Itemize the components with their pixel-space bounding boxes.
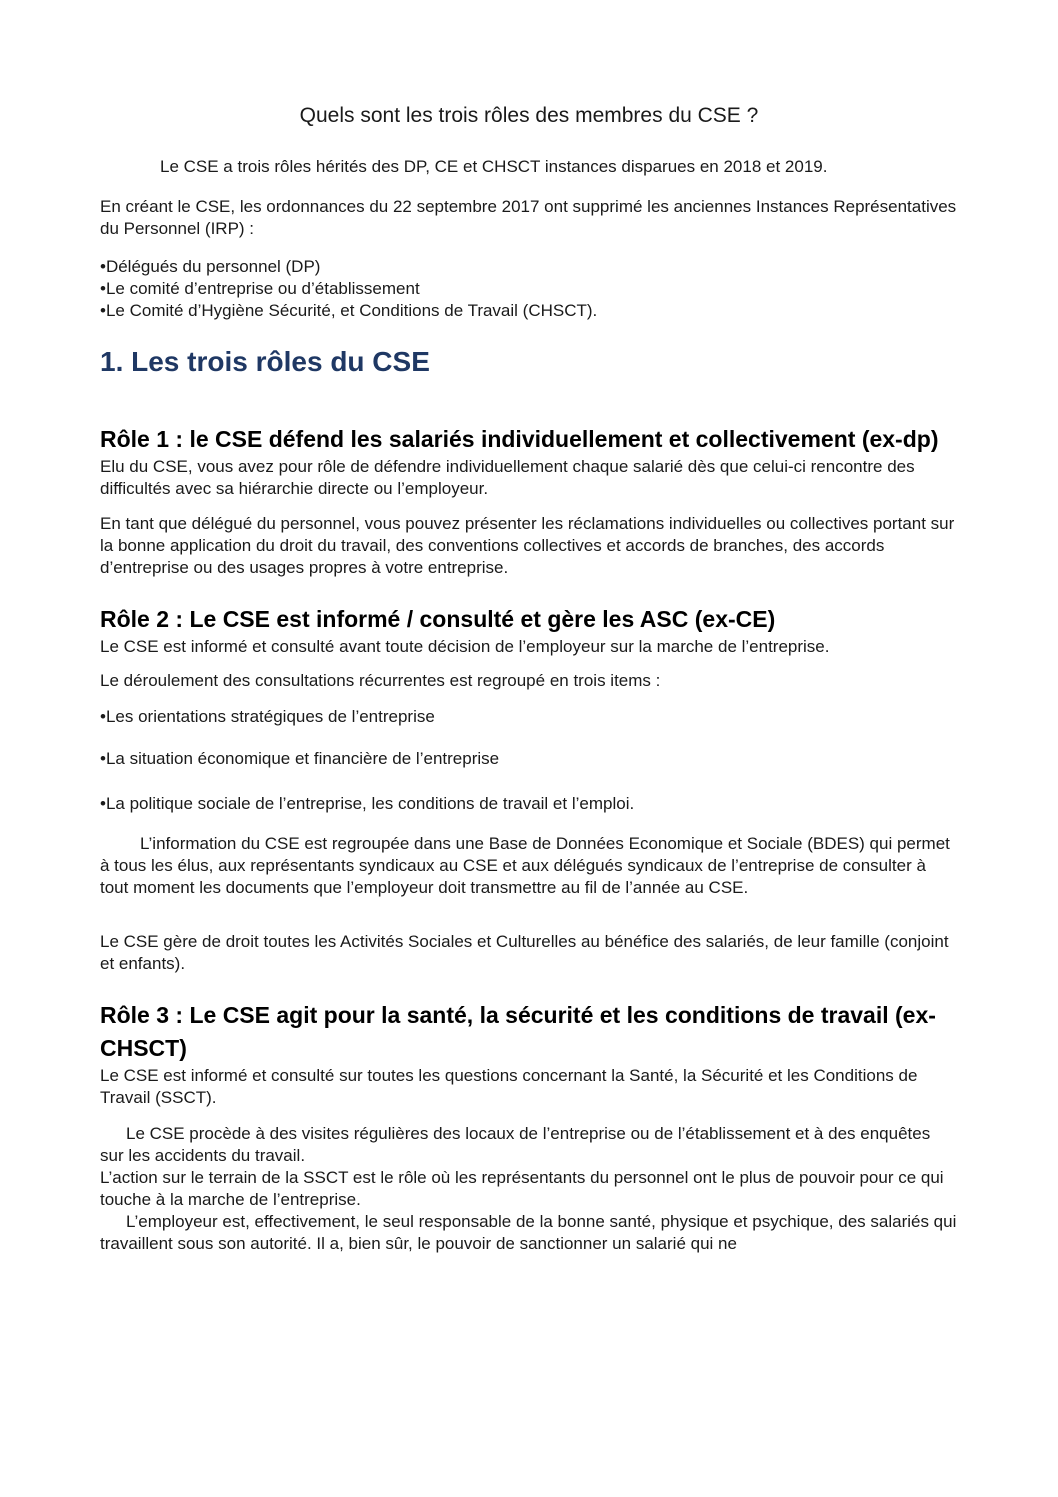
role3-paragraph-visites: Le CSE procède à des visites régulières des locaux de l’entreprise ou de l’établissement et à des enquêtes sur les accidents du travail.	[100, 1124, 931, 1165]
role2-bullet-orientations: •Les orientations stratégiques de l’entreprise	[100, 707, 435, 726]
role3-paragraph-employeur: L’employeur est, effectivement, le seul responsable de la bonne santé, physique et psychique, des salariés qui travaillent sous son autorité. Il a, bien sûr, le pouvoir de sanctionner un salarié qui ne	[100, 1212, 957, 1253]
role2-paragraph-consultation: Le CSE est informé et consulté avant toute décision de l’employeur sur la marche de l’entreprise.	[100, 637, 830, 656]
role1-paragraph-defense: Elu du CSE, vous avez pour rôle de défendre individuellement chaque salarié dès que celui-ci rencontre des difficultés avec sa hiérarchie directe ou l’employeur.	[100, 457, 915, 498]
role1-paragraph-reclamations: En tant que délégué du personnel, vous pouvez présenter les réclamations individuelles ou collectives portant sur la bonne application du droit du travail, des conventions collectives et accords de branches, des accords d’entreprise ou des usages propres à votre entreprise.	[100, 514, 955, 577]
bullet-dp: •Délégués du personnel (DP)	[100, 257, 321, 276]
role2-paragraph-asc: Le CSE gère de droit toutes les Activités Sociales et Culturelles au bénéfice des salariés, de leur famille (conjoint et enfants).	[100, 932, 949, 973]
role2-bullet-politique: •La politique sociale de l’entreprise, les conditions de travail et l’emploi.	[100, 794, 635, 813]
role3-paragraph-action: L’action sur le terrain de la SSCT est le rôle où les représentants du personnel ont le plus de pouvoir pour ce qui touche à la marche de l’entreprise.	[100, 1168, 944, 1209]
bullet-chsct: •Le Comité d’Hygiène Sécurité, et Conditions de Travail (CHSCT).	[100, 301, 598, 320]
role3-heading: Rôle 3 : Le CSE agit pour la santé, la sécurité et les conditions de travail (ex-CHSCT)	[100, 1002, 936, 1061]
irp-bullet-list	[100, 256, 958, 322]
page-title: Quels sont les trois rôles des membres du CSE ?	[299, 104, 759, 127]
role2-paragraph-bdes: L’information du CSE est regroupée dans une Base de Données Economique et Sociale (BDES) qui permet à tous les élus, aux représentants syndicaux au CSE et aux délégués syndicaux de l’entreprise de consulter à tout moment les documents que l’employeur doit transmettre au fil de l’année au CSE.	[100, 834, 950, 897]
role2-paragraph-items: Le déroulement des consultations récurrentes est regroupé en trois items :	[100, 671, 661, 690]
intro-note: Le CSE a trois rôles hérités des DP, CE et CHSCT instances disparues en 2018 et 2019.	[160, 157, 828, 176]
role1-heading: Rôle 1 : le CSE défend les salariés individuellement et collectivement (ex-dp)	[100, 426, 939, 452]
role2-bullet-situation: •La situation économique et financière de l’entreprise	[100, 749, 500, 768]
role3-paragraph-intro: Le CSE est informé et consulté sur toutes les questions concernant la Santé, la Sécurité et les Conditions de Travail (SSCT).	[100, 1066, 918, 1107]
section-heading: 1. Les trois rôles du CSE	[100, 346, 430, 377]
intro-paragraph: En créant le CSE, les ordonnances du 22 septembre 2017 ont supprimé les anciennes Instances Représentatives du Personnel (IRP) :	[100, 197, 957, 238]
bullet-ce: •Le comité d’entreprise ou d’établissement	[100, 279, 420, 298]
role2-heading: Rôle 2 : Le CSE est informé / consulté et gère les ASC (ex-CE)	[100, 606, 776, 632]
